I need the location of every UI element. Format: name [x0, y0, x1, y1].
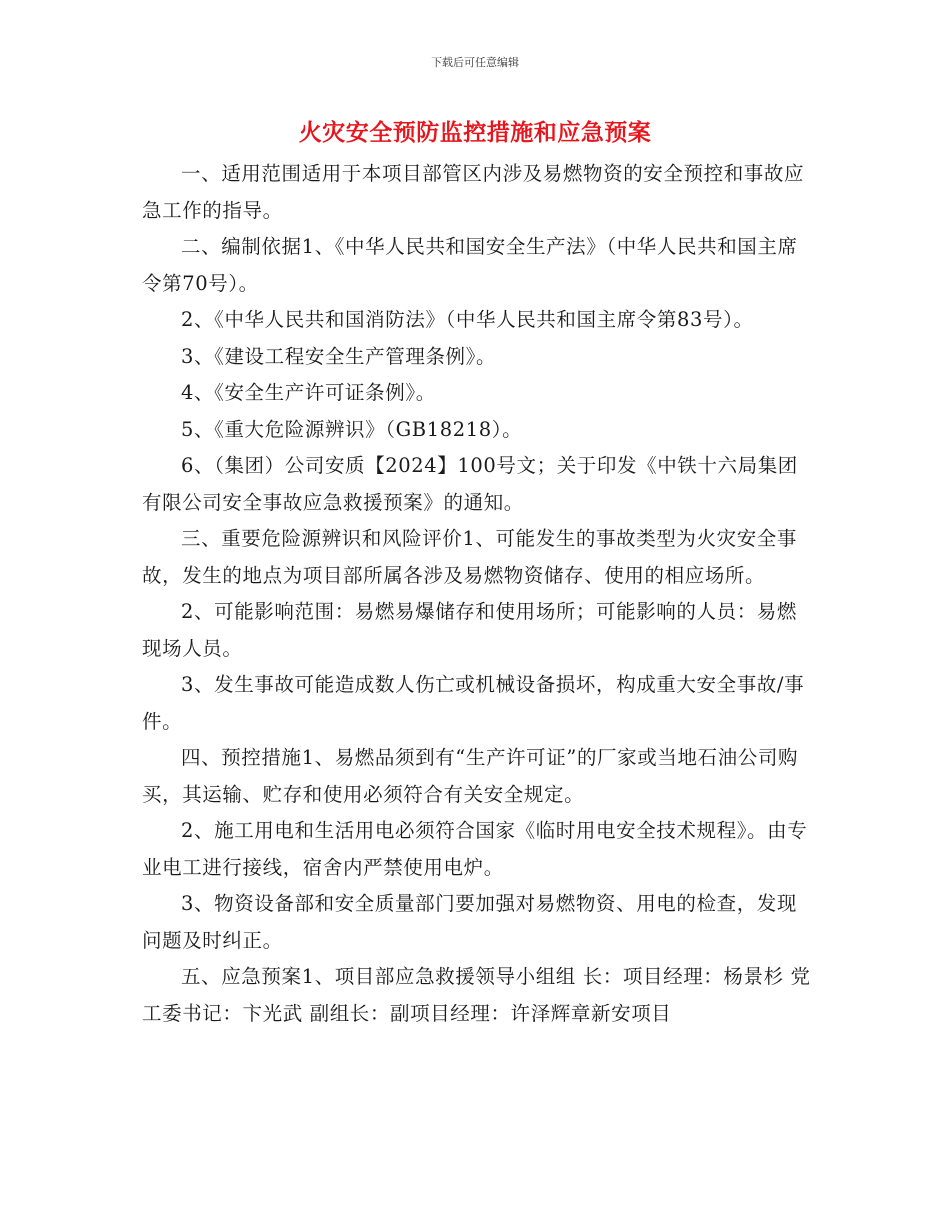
paragraph-basis: 二、编制依据1、《中华人民共和国安全生产法》（中华人民共和国主席令第70号）。 — [142, 235, 798, 295]
paragraph-control-measures: 四、预控措施1、易燃品须到有“生产许可证”的厂家或当地石油公司购买，其运输、贮存和使用必须符合有关安全规定。 — [142, 746, 799, 806]
paragraph-fire-law: 2、《中华人民共和国消防法》（中华人民共和国主席令第83号）。 — [181, 308, 754, 331]
paragraph-consequences: 3、发生事故可能造成数人伤亡或机械设备损坏，构成重大安全事故/事件。 — [142, 673, 805, 733]
document-body — [142, 156, 814, 1032]
paragraph-electricity-rules: 2、施工用电和生活用电必须符合国家《临时用电安全技术规程》。由专业电工进行接线，宿舍内严禁使用电炉。 — [142, 819, 808, 879]
document-title: 火灾安全预防监控措施和应急预案 — [298, 120, 652, 146]
paragraph-risk-assessment: 三、重要危险源辨识和风险评价1、可能发生的事故类型为火灾安全事故，发生的地点为项目部所属各涉及易燃物资储存、使用的相应场所。 — [142, 527, 798, 587]
paragraph-construction-regulation: 3、《建设工程安全生产管理条例》。 — [181, 344, 497, 368]
paragraph-inspection: 3、物资设备部和安全质量部门要加强对易燃物资、用电的检查，发现问题及时纠正。 — [142, 892, 798, 952]
paragraph-group-notice: 6、（集团）公司安质【2024】100号文；关于印发《中铁十六局集团有限公司安全事故应急救援预案》的通知。 — [142, 454, 798, 514]
header-note: 下载后可任意编辑 — [431, 56, 519, 69]
paragraph-scope: 一、适用范围适用于本项目部管区内涉及易燃物资的安全预控和事故应急工作的指导。 — [142, 162, 805, 222]
paragraph-impact-scope: 2、可能影响范围：易燃易爆储存和使用场所；可能影响的人员：易燃现场人员。 — [142, 600, 798, 660]
paragraph-emergency-plan: 五、应急预案1、项目部应急救援领导小组组 长：项目经理：杨景杉 党工委书记：卞光武 副组长：副项目经理：许泽辉章新安项目 — [142, 965, 811, 1025]
paragraph-hazard-identification: 5、《重大危险源辨识》（GB18218）。 — [181, 417, 523, 441]
paragraph-license-regulation: 4、《安全生产许可证条例》。 — [181, 381, 436, 404]
